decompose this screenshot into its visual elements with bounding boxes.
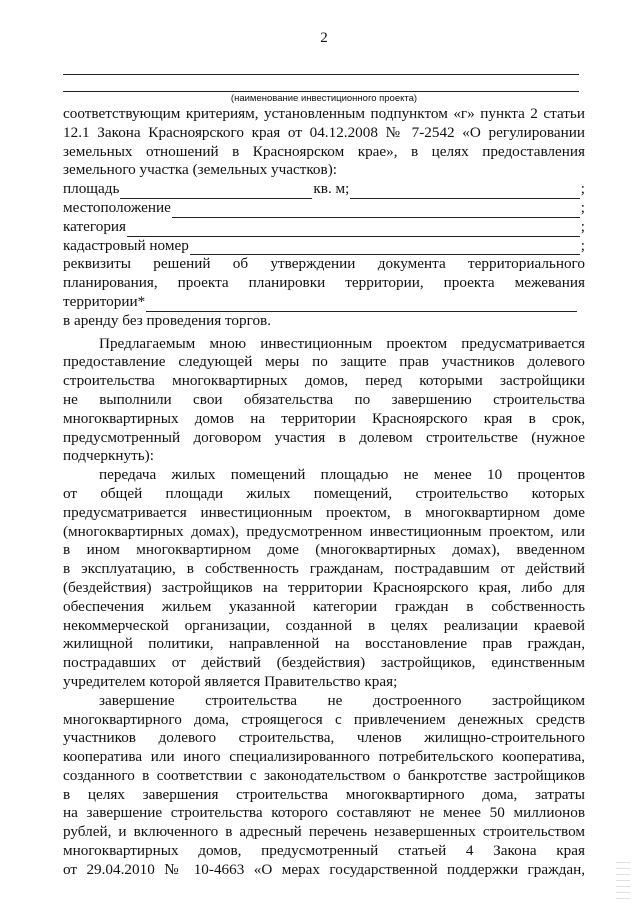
semicolon: ; <box>580 198 585 216</box>
project-name-caption: (наименование инвестиционного проекта) <box>230 93 418 104</box>
text-line: в эксплуатацию, в собственность гражданам, пострадавшим от действий <box>63 560 585 578</box>
text-line: на завершение строительства которого составляют не менее 50 миллионов <box>63 804 585 822</box>
project-name-line-1 <box>63 74 579 75</box>
paragraph-measures <box>63 335 585 467</box>
text-line: учредителем которой является Правительство края; <box>63 672 398 690</box>
text-line: Предлагаемым мною инвестиционным проектом предусматривается <box>99 334 585 352</box>
text-line: в ином многоквартирном доме (многоквартирных домах), введенном <box>63 541 585 559</box>
text-line: жилищной политики, направленной на восстановление прав граждан, <box>63 635 585 653</box>
location-field <box>63 199 585 218</box>
text-line: передача жилых помещений площадью не менее 10 процентов <box>99 466 585 484</box>
text-line: рублей, и включенного в адресный перечень незавершенных строительством <box>63 823 585 841</box>
category-label: категория <box>63 217 127 235</box>
text-line: кооператива или иного специализированного потребительского кооператива, <box>63 748 585 766</box>
semicolon: ; <box>580 180 585 198</box>
location-label: местоположение <box>63 198 171 216</box>
text-line: предоставление следующей меры по защите прав участников долевого <box>63 353 585 371</box>
cadastral-label: кадастровый номер <box>63 236 189 254</box>
text-line: обеспечения жильем указанной категории граждан в собственность <box>63 597 585 615</box>
text-line: многоквартирных домов, предусмотренный статьей 4 Закона края <box>63 842 585 860</box>
text-line: от общей площади жилых помещений, строительство которых <box>63 484 585 502</box>
text-line: (многоквартирных домах), предусмотренном инвестиционным проектом, или <box>63 522 585 540</box>
text-line: земельных отношений в Красноярском крае», в целях предоставления <box>63 142 585 160</box>
text-line: от 29.04.2010 № 10-4663 «О мерах государственной поддержки граждан, <box>63 860 585 878</box>
scan-artifact <box>616 862 630 900</box>
text-line: не выполнили свои обязательства по завершению строительства <box>63 390 585 408</box>
paragraph-transfer <box>63 466 585 692</box>
paragraph-decisions <box>63 255 585 330</box>
cadastral-field <box>63 237 585 256</box>
text-line: завершение строительства не достроенного застройщиком <box>99 691 585 709</box>
text-line: 12.1 Закона Красноярского края от 04.12.2008 № 7-2542 «О регулировании <box>63 123 585 141</box>
area-blank <box>120 185 312 199</box>
text-line: планирования, проекта планировки территории, проекта межевания <box>63 274 585 292</box>
territory-blank <box>146 298 577 312</box>
area-blank-2 <box>350 185 579 199</box>
semicolon: ; <box>580 236 585 254</box>
text-line: многоквартирного дома, строящегося с привлечением денежных средств <box>63 710 585 728</box>
text-line: предусматривается инвестиционным проектом, в многоквартирном доме <box>63 503 585 521</box>
project-name-line-2 <box>63 91 579 92</box>
text-line: в аренду без проведения торгов. <box>63 311 272 329</box>
text-line: предусмотренный договором участия в долевом строительстве (нужное <box>63 428 585 446</box>
category-blank <box>127 223 580 237</box>
page-number: 2 <box>320 30 328 46</box>
paragraph-criteria <box>63 105 585 180</box>
text-line: пострадавших от действий (бездействия) застройщиков, единственным <box>63 654 585 672</box>
text-line: (бездействия) застройщиков на территории Красноярского края, либо для <box>63 578 585 596</box>
text-line: реквизиты решений об утверждении документа территориального <box>63 255 585 273</box>
territory-label: территории* <box>63 292 146 310</box>
cadastral-blank <box>190 241 580 255</box>
territory-field <box>63 293 585 312</box>
text-line: некоммерческой организации, созданной в целях реализации краевой <box>63 616 585 634</box>
text-line: подчеркнуть): <box>63 447 154 465</box>
area-unit: кв. м; <box>313 180 350 198</box>
text-line: созданного в соответствии с законодательством о банкротстве застройщиков <box>63 766 585 784</box>
semicolon: ; <box>580 217 585 235</box>
text-line: участников долевого строительства, членов жилищно-строительного <box>63 729 585 747</box>
text-line: строительства многоквартирных домов, перед которыми застройщики <box>63 372 585 390</box>
document-body <box>63 105 585 880</box>
text-line: многоквартирных домов на территории Красноярского края в срок, <box>63 409 585 427</box>
paragraph-completion <box>63 692 585 880</box>
category-field <box>63 218 585 237</box>
text-line: земельного участка (земельных участков): <box>63 161 337 179</box>
text-line: соответствующим критериям, установленным подпунктом «г» пункта 2 статьи <box>63 105 585 122</box>
text-line: в целях завершения строительства многоквартирного дома, затраты <box>63 785 585 803</box>
location-blank <box>172 204 580 218</box>
area-label: площадь <box>63 180 120 198</box>
area-field <box>63 180 585 199</box>
